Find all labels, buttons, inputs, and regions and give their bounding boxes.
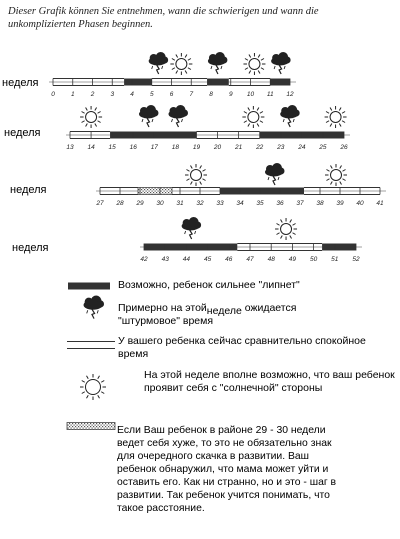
legend-storm-cloud-icon bbox=[84, 296, 104, 319]
week-number: 18 bbox=[171, 144, 180, 151]
week-number: 21 bbox=[234, 144, 243, 151]
sun-icon bbox=[275, 218, 297, 240]
week-number: 7 bbox=[189, 91, 194, 98]
legend-plain-bar bbox=[67, 342, 115, 349]
week-number: 37 bbox=[296, 200, 304, 207]
week-number: 20 bbox=[213, 144, 222, 151]
segment-dotted bbox=[138, 188, 172, 195]
storm-cloud-icon bbox=[182, 217, 202, 239]
legend-plain-text: У вашего ребенка сейчас сравнительно спокойное время bbox=[118, 335, 366, 360]
week-number: 38 bbox=[316, 200, 324, 207]
week-number: 17 bbox=[150, 144, 158, 151]
week-number: 0 bbox=[51, 91, 55, 98]
week-number: 3 bbox=[110, 91, 115, 98]
week-number: 34 bbox=[236, 200, 244, 207]
sun-icon bbox=[170, 53, 192, 75]
segment-dark bbox=[110, 132, 196, 139]
week-number: 49 bbox=[288, 256, 297, 263]
week-number: 40 bbox=[356, 200, 364, 207]
week-number: 13 bbox=[66, 144, 74, 151]
week-number: 30 bbox=[156, 200, 164, 207]
week-number: 42 bbox=[140, 256, 148, 263]
legend-dark-bar bbox=[68, 283, 110, 290]
week-number: 25 bbox=[319, 144, 327, 151]
storm-cloud-icon bbox=[208, 52, 228, 74]
timeline-row-1 bbox=[49, 52, 296, 98]
week-number: 51 bbox=[331, 256, 339, 263]
week-number: 44 bbox=[182, 256, 191, 263]
timeline-row-4 bbox=[140, 217, 362, 263]
week-number: 6 bbox=[169, 91, 174, 98]
header-text: Dieser Grafik können Sie entnehmen, wann die schwierigen und wann die unkomplizierten Phasen beginnen. bbox=[8, 6, 319, 30]
legend-dotted-text: Если Ваш ребенок в районе 29 - 30 недели ведет себя хуже, то это не обязательно знак для очередного скачка в развитии. Ваш ребенок обнаружил, что мама может уйти и оставить его. Как ни странно, но и это - шаг в развитии. Так ребенок учится понимать, что такое расстояние. bbox=[117, 425, 337, 514]
week-number: 29 bbox=[136, 200, 144, 207]
sun-icon bbox=[243, 53, 265, 75]
week-number: 14 bbox=[87, 144, 95, 151]
sun-icon bbox=[325, 164, 347, 186]
legend-sun-icon bbox=[80, 374, 106, 400]
week-number: 50 bbox=[309, 256, 318, 263]
week-number: 27 bbox=[96, 200, 104, 207]
week-label-3: неделя bbox=[10, 184, 47, 196]
week-label-4: неделя bbox=[12, 242, 49, 254]
week-number: 23 bbox=[277, 144, 285, 151]
week-number: 1 bbox=[70, 91, 75, 98]
legend-dotted-bar bbox=[67, 423, 115, 430]
week-number: 32 bbox=[196, 200, 204, 207]
week-number: 4 bbox=[130, 91, 134, 98]
sun-icon bbox=[185, 164, 207, 186]
week-number: 2 bbox=[90, 91, 95, 98]
week-number: 15 bbox=[108, 144, 116, 151]
week-number: 35 bbox=[256, 200, 264, 207]
segment-dark bbox=[322, 244, 356, 251]
week-label-2: неделя bbox=[4, 127, 41, 139]
week-number: 41 bbox=[376, 200, 384, 207]
storm-cloud-icon bbox=[149, 52, 169, 74]
week-number: 31 bbox=[176, 200, 184, 207]
sun-icon bbox=[325, 106, 347, 128]
week-number: 26 bbox=[340, 144, 348, 151]
legend-dark-text: Возможно, ребенок сильнее "липнет" bbox=[118, 279, 300, 291]
segment-dark bbox=[220, 188, 304, 195]
week-number: 47 bbox=[246, 256, 254, 263]
sun-icon bbox=[80, 106, 102, 128]
week-number: 43 bbox=[161, 256, 169, 263]
week-number: 19 bbox=[192, 144, 201, 151]
storm-cloud-icon bbox=[265, 163, 285, 185]
timeline-row-2 bbox=[66, 105, 350, 151]
week-number: 10 bbox=[246, 91, 255, 98]
segment-dark bbox=[270, 79, 290, 86]
week-number: 33 bbox=[216, 200, 224, 207]
week-number: 5 bbox=[149, 91, 154, 98]
legend-storm-text: Примерно на этойнеделе ожидается "штурмовое" время bbox=[118, 302, 297, 327]
legend-sun-text: На этой неделе вполне возможно, что ваш ребенок проявит себя с "солнечной" стороны bbox=[144, 369, 395, 394]
storm-cloud-icon bbox=[271, 52, 291, 74]
storm-cloud-icon bbox=[168, 105, 188, 127]
week-number: 24 bbox=[298, 144, 306, 151]
week-number: 22 bbox=[256, 144, 264, 151]
week-number: 9 bbox=[228, 91, 233, 98]
segment-dark bbox=[144, 244, 237, 251]
week-number: 52 bbox=[352, 256, 360, 263]
week-number: 36 bbox=[276, 200, 284, 207]
week-number: 48 bbox=[267, 256, 275, 263]
timeline-row-3 bbox=[95, 163, 386, 207]
week-label-1: неделя bbox=[2, 77, 39, 89]
week-number: 16 bbox=[129, 144, 137, 151]
segment-dark bbox=[207, 79, 229, 86]
week-number: 45 bbox=[203, 256, 212, 263]
sun-icon bbox=[242, 106, 264, 128]
week-number: 28 bbox=[116, 200, 124, 207]
segment-dark bbox=[124, 79, 152, 86]
week-number: 39 bbox=[336, 200, 344, 207]
storm-cloud-icon bbox=[139, 105, 159, 127]
week-number: 46 bbox=[225, 256, 233, 263]
week-number: 8 bbox=[209, 91, 213, 98]
week-number: 12 bbox=[286, 91, 294, 98]
week-number: 11 bbox=[266, 91, 274, 98]
storm-cloud-icon bbox=[280, 105, 300, 127]
